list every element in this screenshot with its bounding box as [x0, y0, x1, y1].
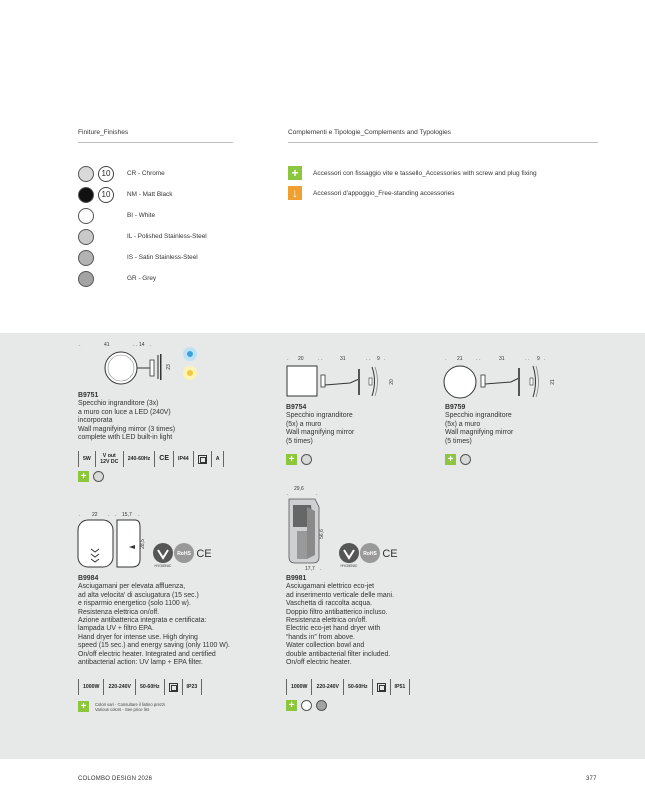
chrome-swatch — [460, 454, 471, 465]
desc-line: Resistenza elettrica on/off. — [286, 617, 368, 625]
desc-line: Resistenza elettrica on/off. — [78, 608, 160, 616]
chrome-swatch — [93, 471, 104, 482]
spec-watt: 1000W — [78, 679, 103, 695]
finish-label: GR - Grey — [127, 275, 157, 282]
dim-width: 41 — [104, 342, 110, 348]
finish-badge: 10 — [98, 187, 114, 203]
product-code: B9984 — [78, 575, 99, 582]
spec-ip: IP44 — [173, 451, 193, 467]
desc-line: Wall magnifying mirror (3 times) — [78, 425, 175, 433]
desc-line: Specchio ingranditore — [445, 412, 512, 420]
desc-line: (5 times) — [286, 437, 313, 445]
b9751-description — [78, 392, 175, 442]
b9751-options — [78, 471, 104, 482]
finish-label: NM - Matt Black — [127, 191, 173, 198]
dim-depth: 14 — [139, 342, 145, 348]
dim-width: 20 — [298, 356, 304, 362]
arrow-down-icon: ↓ — [288, 186, 302, 200]
b9754-description — [286, 404, 354, 446]
white-swatch — [78, 208, 94, 224]
dim-spacing: 9 — [377, 356, 380, 362]
hand-dryer-high-speed-icon — [77, 519, 149, 569]
desc-line: Doppio filtro antibatterico incluso. — [286, 608, 388, 616]
spec-voltage-out: V out 12V DC — [95, 451, 123, 467]
desc-line: Asciugamani elettrico eco-jet — [286, 583, 375, 591]
matt-black-swatch — [78, 187, 94, 203]
dim-height: 23 — [165, 364, 172, 370]
plus-icon: + — [445, 454, 456, 465]
grey-swatch — [316, 700, 327, 711]
plus-icon: + — [78, 471, 89, 482]
finish-polished-steel — [78, 228, 207, 245]
spec-voltage: 220-240V — [311, 679, 343, 695]
desc-line: Water collection bowl and — [286, 642, 365, 650]
finish-label: IS - Satin Stainless-Steel — [127, 254, 198, 261]
complement-screw-fixing — [288, 166, 537, 180]
satin-steel-swatch — [78, 250, 94, 266]
svg-text:RoHS: RoHS — [177, 551, 191, 557]
spec-watt: 5W — [78, 451, 95, 467]
desc-line: a muro con luce a LED (240V) — [78, 408, 171, 416]
desc-line: lampada UV + filtro EPA. — [78, 625, 154, 633]
dim-height: 56,6 — [318, 529, 325, 539]
b9984-description — [78, 575, 230, 667]
finish-label: BI - White — [127, 212, 156, 219]
note-line: Colori vari - Consultare il listino prezzi — [95, 702, 166, 707]
desc-line: Specchio ingranditore (3x) — [78, 400, 159, 408]
desc-line: Asciugamani per elevata affluenza, — [78, 583, 186, 591]
double-insulation-icon — [372, 679, 390, 695]
desc-line: Wall magnifying mirror — [445, 429, 514, 437]
desc-line: On/off electric heater. — [286, 659, 352, 667]
white-swatch — [301, 700, 312, 711]
desc-line: (5 times) — [445, 437, 472, 445]
product-code: B9759 — [445, 404, 466, 411]
chrome-swatch — [301, 454, 312, 465]
double-insulation-icon — [164, 679, 182, 695]
ce-mark: CE — [154, 451, 173, 467]
finish-grey — [78, 270, 157, 287]
desc-line: incorporata — [78, 417, 113, 425]
dim-width: 22 — [92, 512, 98, 518]
b9759-description — [445, 404, 513, 446]
svg-text:RoHS: RoHS — [363, 551, 377, 557]
double-insulation-icon — [193, 451, 211, 467]
spec-frequency: 50-60Hz — [135, 679, 164, 695]
spec-energy-class: A — [211, 451, 225, 467]
finish-label: CR - Chrome — [127, 170, 165, 177]
spec-frequency: 50-60Hz — [343, 679, 372, 695]
desc-line: complete with LED built-in light — [78, 434, 173, 442]
complements-header: Complementi e Tipologie_Complements and Typologies — [288, 129, 451, 136]
finishes-header: Finiture_Finishes — [78, 129, 129, 136]
b9984-specs — [78, 679, 202, 695]
plus-icon: + — [286, 454, 297, 465]
finishes-divider — [78, 142, 233, 143]
b9981-specs — [286, 679, 410, 695]
desc-line: On/off electric heater. Integrated and certified — [78, 650, 216, 658]
desc-line: Electric eco-jet hand dryer with — [286, 625, 381, 633]
b9981-description — [286, 575, 394, 667]
finish-white — [78, 207, 156, 224]
svg-text:HYGIENIC: HYGIENIC — [340, 564, 358, 568]
dim-depth: 17,7 — [305, 566, 315, 572]
desc-line: double antibacterial filter included. — [286, 650, 391, 658]
desc-line: speed (15 sec.) and energy saving (only 1100 W). — [78, 642, 230, 650]
dim-depth: 31 — [499, 356, 505, 362]
b9984-options — [78, 701, 89, 712]
spec-ip: IP51 — [390, 679, 411, 695]
desc-line: Specchio ingranditore — [286, 412, 353, 420]
desc-line: ad inserimento verticale delle mani. — [286, 591, 395, 599]
product-code: B9754 — [286, 404, 307, 411]
finish-matt-black — [78, 186, 173, 203]
finish-label: IL - Polished Stainless-Steel — [127, 233, 207, 240]
spec-ip: IP23 — [182, 679, 203, 695]
finish-badge: 10 — [98, 166, 114, 182]
dim-depth: 31 — [340, 356, 346, 362]
round-wall-mirror-icon — [443, 364, 553, 400]
plus-icon: + — [78, 701, 89, 712]
desc-line: Vaschetta di raccolta acqua. — [286, 600, 373, 608]
complement-label: Accessori d'appoggio_Free-standing accessories — [313, 189, 455, 197]
dim-depth: 15,7 — [122, 512, 132, 518]
dim-width: 29,6 — [294, 486, 304, 492]
finish-chrome — [78, 165, 165, 182]
complement-free-standing — [288, 186, 454, 200]
dim-width: 21 — [457, 356, 463, 362]
svg-text:CE: CE — [382, 548, 398, 560]
plus-icon: + — [286, 700, 297, 711]
dim-height: 28,5 — [139, 539, 146, 549]
note-line: Various colors - See price list — [95, 707, 149, 712]
desc-line: (5x) a muro — [445, 420, 481, 428]
dim-spacing: 9 — [537, 356, 540, 362]
dim-height: 21 — [549, 379, 556, 385]
b9984-color-note — [95, 702, 165, 712]
complement-label: Accessori con fissaggio vite e tassello_Accessories with screw and plug fixing — [313, 169, 537, 177]
desc-line: Hand dryer for intense use. High drying — [78, 633, 198, 641]
desc-line: Azione antibatterica integrata e certificata: — [78, 617, 207, 625]
b9754-options — [286, 454, 312, 465]
spec-voltage-in: 240-60Hz — [123, 451, 155, 467]
desc-line: (5x) a muro — [286, 420, 322, 428]
plus-icon: + — [288, 166, 302, 180]
b9751-specs — [78, 451, 224, 467]
spec-voltage: 220-240V — [103, 679, 135, 695]
complements-divider — [288, 142, 598, 143]
led-light-icon — [181, 346, 199, 382]
grey-swatch — [78, 271, 94, 287]
b9981-options — [286, 700, 327, 711]
certification-icons — [336, 540, 398, 568]
desc-line: ad alta velocita' di asciugatura (15 sec.) — [78, 591, 199, 599]
product-code: B9981 — [286, 575, 307, 582]
desc-line: antibacterial action: UV lamp + EPA filter. — [78, 659, 203, 667]
desc-line: e risparmio energetico (solo 1100 w). — [78, 600, 191, 608]
svg-text:CE: CE — [196, 548, 212, 560]
svg-text:HYGIENIC: HYGIENIC — [154, 564, 172, 568]
desc-line: Wall magnifying mirror — [286, 429, 355, 437]
b9759-options — [445, 454, 471, 465]
spec-watt: 1000W — [286, 679, 311, 695]
square-wall-mirror-icon — [286, 365, 396, 399]
desc-line: “hands in” from above. — [286, 633, 355, 641]
polished-steel-swatch — [78, 229, 94, 245]
certification-icons — [150, 540, 212, 568]
product-code: B9751 — [78, 392, 99, 399]
footer-brand: COLOMBO DESIGN 2026 — [78, 776, 153, 782]
dim-height: 20 — [388, 379, 395, 385]
page-number: 377 — [586, 776, 597, 782]
finish-satin-steel — [78, 249, 198, 266]
chrome-swatch — [78, 166, 94, 182]
